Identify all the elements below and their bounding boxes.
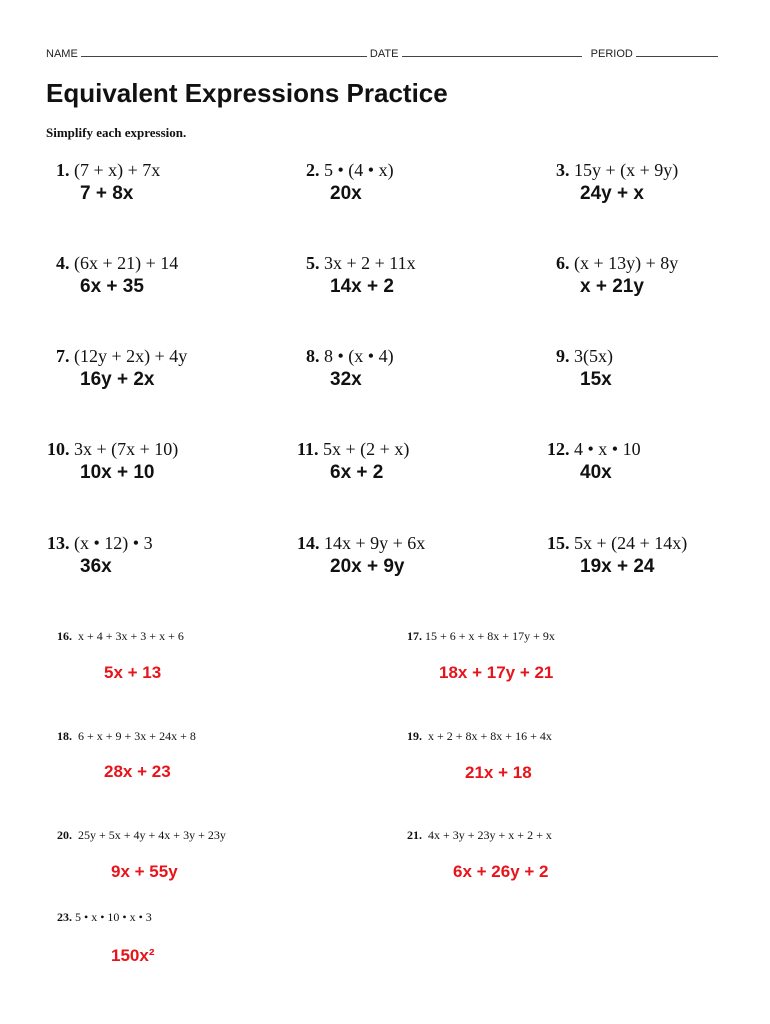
problem-16	[57, 629, 184, 682]
problem-number: 9.	[556, 346, 570, 366]
problem-15	[547, 533, 770, 578]
problem-number: 18.	[57, 729, 72, 743]
date-line	[402, 46, 582, 57]
problem-expression: 15 + 6 + x + 8x + 17y + 9x	[425, 629, 555, 643]
problem-expression: x + 2 + 8x + 8x + 16 + 4x	[428, 729, 552, 743]
problem-number: 10.	[47, 439, 70, 459]
problem-number: 23.	[57, 910, 72, 924]
problem-answer: 36x	[80, 556, 112, 577]
problem-answer: 7 + 8x	[80, 183, 134, 204]
problem-expression: 5 • x • 10 • x • 3	[75, 910, 152, 924]
problem-answer: 10x + 10	[80, 462, 155, 483]
problem-2	[306, 160, 536, 205]
problem-number: 21.	[407, 828, 422, 842]
problem-expression: 5x + (24 + 14x)	[574, 533, 688, 553]
problem-expression: 6 + x + 9 + 3x + 24x + 8	[78, 729, 196, 743]
answer-red: 150x²	[111, 946, 155, 965]
problem-answer: 16y + 2x	[80, 369, 155, 390]
problem-17	[407, 629, 555, 682]
problem-10	[47, 439, 277, 484]
problem-9	[556, 346, 770, 391]
problem-number: 15.	[547, 533, 570, 553]
problem-13	[47, 533, 277, 578]
problem-expression: 4 • x • 10	[574, 439, 641, 459]
instructions: Simplify each expression.	[46, 125, 187, 140]
problem-5	[306, 253, 536, 298]
answer-red: 18x + 17y + 21	[439, 663, 554, 682]
problem-number: 13.	[47, 533, 70, 553]
answer-red: 28x + 23	[104, 762, 171, 781]
problem-answer: 20x + 9y	[330, 556, 405, 577]
problem-number: 6.	[556, 253, 570, 273]
problem-number: 14.	[297, 533, 320, 553]
problem-answer: 20x	[330, 183, 362, 204]
problem-answer: 14x + 2	[330, 276, 394, 297]
problem-number: 17.	[407, 629, 422, 643]
problem-expression: 3(5x)	[574, 346, 613, 366]
problem-number: 2.	[306, 160, 320, 180]
problem-7	[56, 346, 286, 391]
problem-expression: 25y + 5x + 4y + 4x + 3y + 23y	[78, 828, 226, 842]
problem-number: 4.	[56, 253, 70, 273]
problem-number: 19.	[407, 729, 422, 743]
problem-expression: (7 + x) + 7x	[74, 160, 161, 180]
problem-expression: (6x + 21) + 14	[74, 253, 179, 273]
name-line	[81, 46, 367, 57]
problem-expression: 4x + 3y + 23y + x + 2 + x	[428, 828, 552, 842]
problem-answer: 19x + 24	[580, 556, 655, 577]
problem-number: 7.	[56, 346, 70, 366]
problem-3	[556, 160, 770, 205]
answer-red: 21x + 18	[465, 763, 532, 782]
student-info-header	[46, 46, 726, 60]
problem-answer: 40x	[580, 462, 612, 483]
problem-expression: (x • 12) • 3	[74, 533, 153, 553]
page-title: Equivalent Expressions Practice	[46, 78, 448, 108]
problem-12	[547, 439, 770, 484]
date-label: DATE	[369, 48, 399, 60]
problem-number: 8.	[306, 346, 320, 366]
problem-number: 11.	[297, 439, 319, 459]
problem-20	[57, 828, 226, 881]
problem-expression: (12y + 2x) + 4y	[74, 346, 188, 366]
problem-11	[297, 439, 527, 484]
problem-expression: 14x + 9y + 6x	[324, 533, 426, 553]
problem-19	[407, 729, 552, 782]
problem-18	[57, 729, 196, 781]
problem-answer: 6x + 2	[330, 462, 384, 483]
problem-1	[56, 160, 286, 205]
problem-number: 3.	[556, 160, 570, 180]
problem-number: 20.	[57, 828, 72, 842]
problem-answer: 32x	[330, 369, 362, 390]
answer-red: 6x + 26y + 2	[453, 862, 549, 881]
problem-expression: 15y + (x + 9y)	[574, 160, 679, 180]
problem-14	[297, 533, 527, 578]
problem-number: 16.	[57, 629, 72, 643]
problem-expression: 3x + 2 + 11x	[324, 253, 416, 273]
problem-number: 5.	[306, 253, 320, 273]
problem-answer: 24y + x	[580, 183, 644, 204]
problem-expression: x + 4 + 3x + 3 + x + 6	[78, 629, 184, 643]
problem-23	[57, 910, 155, 965]
period-label: PERIOD	[590, 48, 633, 60]
problem-number: 1.	[56, 160, 70, 180]
name-label: NAME	[46, 48, 78, 60]
problem-6	[556, 253, 770, 298]
problem-expression: (x + 13y) + 8y	[574, 253, 679, 273]
problem-expression: 5 • (4 • x)	[324, 160, 394, 180]
answer-red: 9x + 55y	[111, 862, 178, 881]
problem-expression: 5x + (2 + x)	[323, 439, 410, 459]
period-line	[636, 46, 718, 57]
problem-8	[306, 346, 536, 391]
answer-red: 5x + 13	[104, 663, 162, 682]
problem-answer: x + 21y	[580, 276, 644, 297]
problem-expression: 8 • (x • 4)	[324, 346, 394, 366]
problem-21	[407, 828, 552, 881]
problem-answer: 6x + 35	[80, 276, 144, 297]
problem-expression: 3x + (7x + 10)	[74, 439, 179, 459]
problem-answer: 15x	[580, 369, 612, 390]
problem-4	[56, 253, 286, 298]
problem-number: 12.	[547, 439, 570, 459]
